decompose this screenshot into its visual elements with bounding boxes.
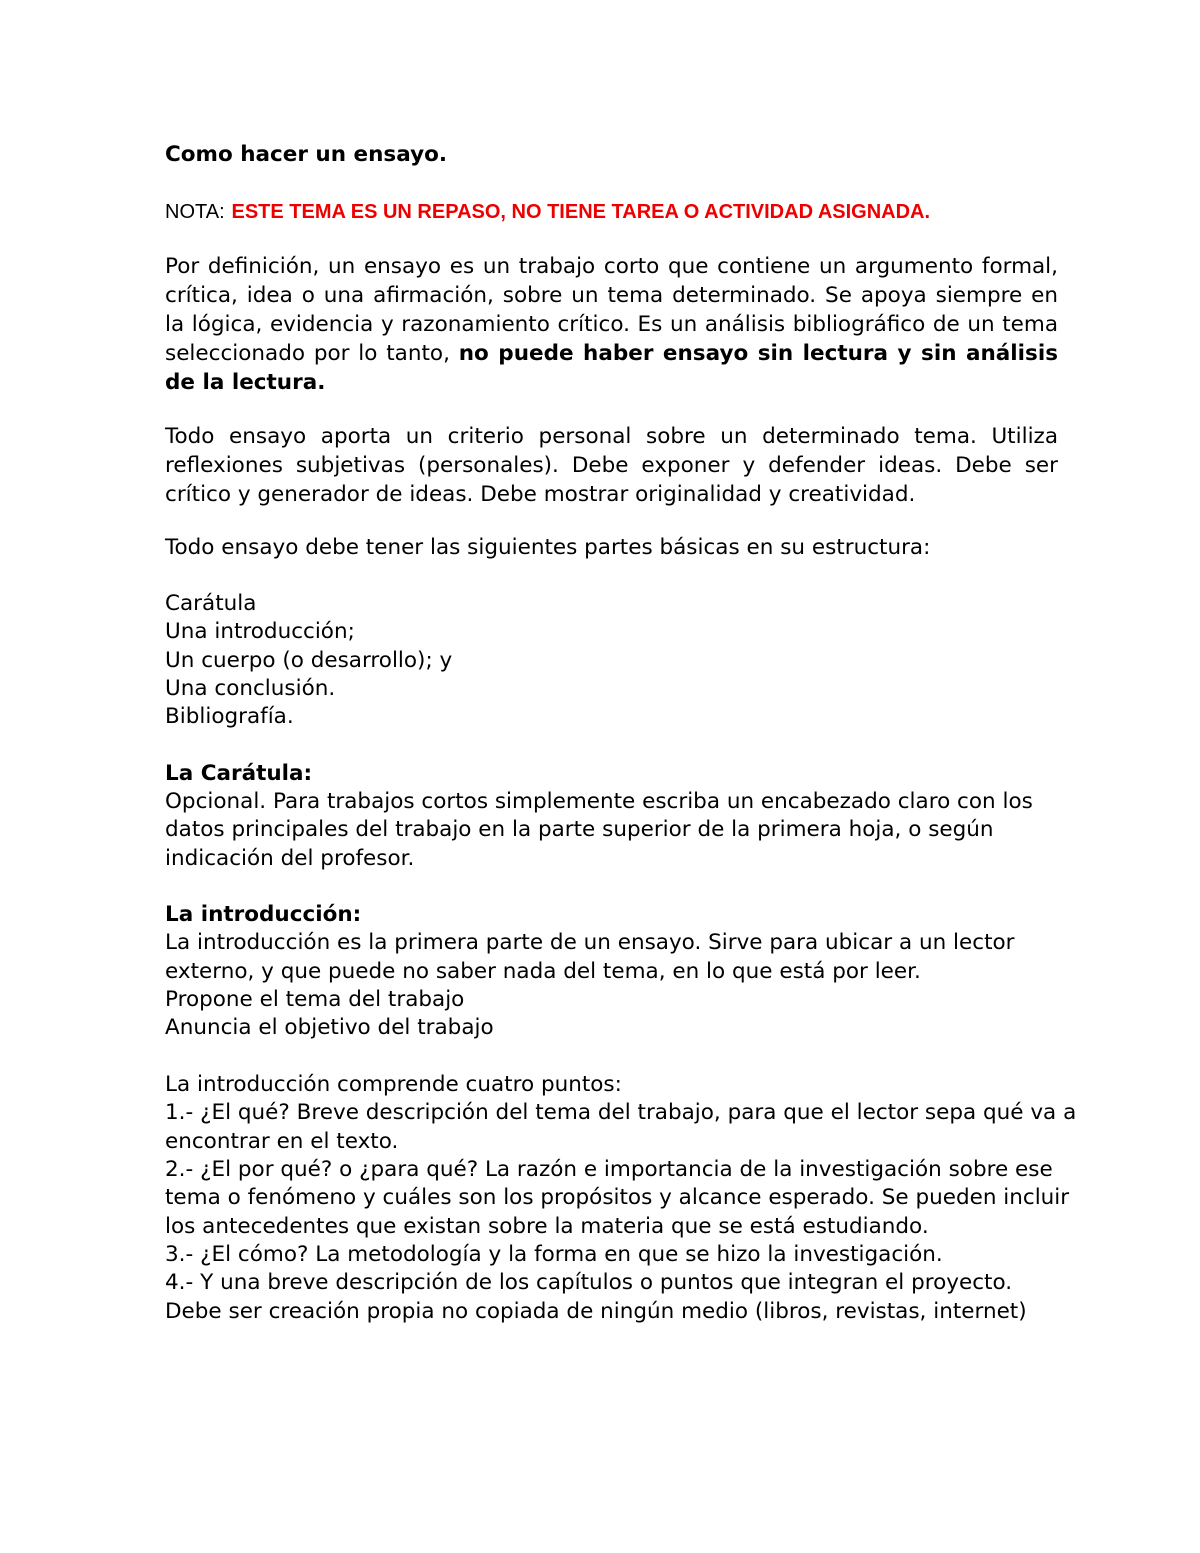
list-item: Un cuerpo (o desarrollo); y — [165, 648, 453, 673]
points-intro: La introducción comprende cuatro puntos: — [165, 1072, 622, 1097]
note-line — [165, 198, 930, 226]
text-line: 4.- Y una breve descripción de los capítulos o puntos que integran el proyecto. — [165, 1270, 1013, 1295]
text-line: tema o fenómeno y cuáles son los propósitos y alcance esperado. Se pueden incluir — [165, 1185, 1070, 1210]
parts-intro: Todo ensayo debe tener las siguientes partes básicas en su estructura: — [165, 535, 931, 560]
text-line: indicación del profesor. — [165, 846, 415, 871]
text-line: los antecedentes que existan sobre la materia que se está estudiando. — [165, 1214, 929, 1239]
text-line: Anuncia el objetivo del trabajo — [165, 1015, 494, 1040]
text-line: encontrar en el texto. — [165, 1129, 399, 1154]
text-line: datos principales del trabajo en la parte superior de la primera hoja, o según — [165, 817, 994, 842]
text-line: La introducción es la primera parte de un ensayo. Sirve para ubicar a un lector — [165, 930, 1015, 955]
section-heading-caratula: La Carátula: — [165, 761, 313, 786]
text-line: Opcional. Para trabajos cortos simplemente escriba un encabezado claro con los — [165, 789, 1033, 814]
list-item: Una introducción; — [165, 619, 355, 644]
text-line: 1.- ¿El qué? Breve descripción del tema del trabajo, para que el lector sepa qué va a — [165, 1100, 1077, 1125]
intro-paragraph — [165, 252, 1058, 397]
text-line: externo, y que puede no saber nada del tema, en lo que está por leer. — [165, 959, 921, 984]
list-item: Carátula — [165, 591, 257, 616]
paragraph-criterio: Todo ensayo aporta un criterio personal sobre un determinado tema. Utiliza reflexiones subjetivas (personales). Debe exponer y defender ideas. Debe ser crítico y generador de ideas. Debe mostrar originalidad y creatividad. — [165, 424, 1058, 507]
note-text: ESTE TEMA ES UN REPASO, NO TIENE TAREA O ACTIVIDAD ASIGNADA. — [231, 201, 931, 223]
note-label: NOTA: — [165, 201, 225, 223]
text-line: 2.- ¿El por qué? o ¿para qué? La razón e importancia de la investigación sobre ese — [165, 1157, 1053, 1182]
text-line: Propone el tema del trabajo — [165, 987, 465, 1012]
intro-paragraph-text: Por definición, un ensayo es un trabajo corto que contiene un argumento formal, crítica, idea o una afirmación, sobre un tema determinado. Se apoya siempre en la lógica, evidencia y razonamiento crítico. Es un análisis bibliográfico de un tema seleccionado por lo tanto, — [165, 254, 1058, 366]
list-item: Bibliografía. — [165, 704, 294, 729]
text-line: Debe ser creación propia no copiada de ningún medio (libros, revistas, internet) — [165, 1299, 1027, 1324]
text-line: 3.- ¿El cómo? La metodología y la forma en que se hizo la investigación. — [165, 1242, 943, 1267]
section-heading-introduccion: La introducción: — [165, 902, 362, 927]
intro-paragraph-bold: no puede haber ensayo sin lectura y sin análisis de la lectura. — [165, 341, 1059, 395]
page-title: Como hacer un ensayo. — [165, 142, 448, 167]
list-item: Una conclusión. — [165, 676, 336, 701]
